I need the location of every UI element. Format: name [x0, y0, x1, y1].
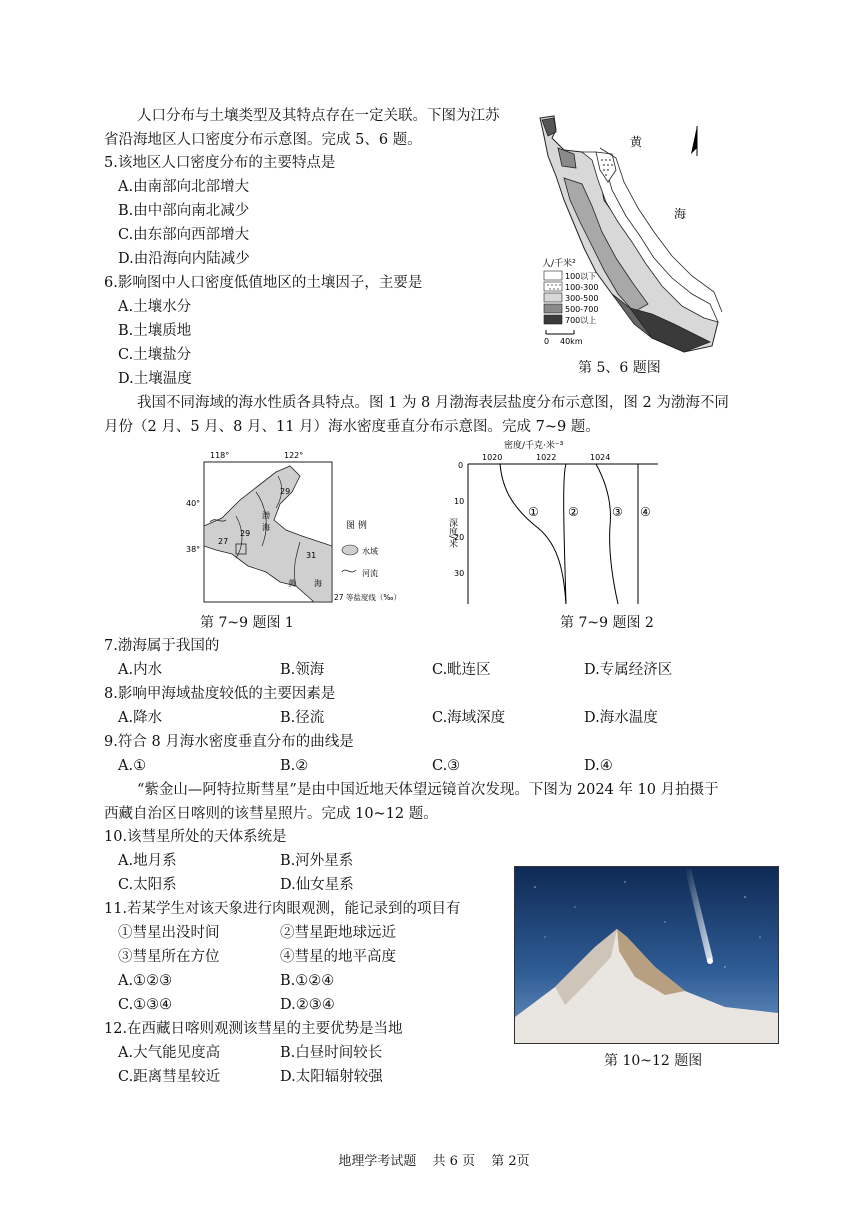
page-footer: [0, 1150, 868, 1169]
sea-label-huang: 黄: [630, 135, 643, 149]
lat-label-38: 38°: [186, 545, 201, 554]
q6-stem: 6.影响图中人口密度低值地区的土壤因子，主要是: [104, 275, 423, 291]
legend-item-4: 500-700: [565, 305, 599, 314]
q8-stem: 8.影响甲海域盐度较低的主要因素是: [104, 686, 336, 702]
q9-option-b: B.②: [280, 758, 309, 774]
curve-label-1: ①: [528, 505, 539, 519]
comet-photo: [514, 866, 779, 1044]
q12-option-d: D.太阳辐射较强: [280, 1069, 383, 1085]
footer-page-number: 第 2页: [491, 1154, 530, 1169]
legend-item-1: 100以下: [565, 272, 597, 281]
q8-option-b: B.径流: [280, 710, 325, 726]
y-tick-20: 20: [454, 533, 465, 542]
x-tick-1020: 1020: [482, 453, 503, 462]
q8-option-c: C.海域深度: [432, 710, 506, 726]
isohaline-label-29a: 29: [280, 487, 291, 496]
q9-stem: 9.符合 8 月海水密度垂直分布的曲线是: [104, 734, 354, 750]
q5-option-c: C.由东部向西部增大: [118, 227, 250, 243]
footer-subject: 地理学考试题: [338, 1154, 417, 1169]
place-huang: 黄: [288, 579, 296, 588]
q11-item-1: ①彗星出没时间: [118, 925, 220, 941]
q11-item-4: ④彗星的地平高度: [280, 949, 396, 965]
q12-option-a: A.大气能见度高: [118, 1045, 221, 1061]
curve-label-3: ③: [612, 505, 623, 519]
intro-10-12-line2: 西藏自治区日喀则的该彗星照片。完成 10~12 题。: [104, 806, 438, 822]
map-legend-title: 图 例: [346, 521, 367, 531]
intro-5-6-line2: 省沿海地区人口密度分布示意图。完成 5、6 题。: [104, 132, 422, 148]
q9-option-c: C.③: [432, 758, 461, 774]
legend-river: 河流: [362, 569, 378, 578]
q5-option-d: D.由沿海向内陆减少: [118, 251, 250, 267]
q9-option-d: D.④: [584, 758, 613, 774]
y-axis-title: 深度/米: [447, 518, 457, 549]
y-tick-10: 10: [454, 497, 465, 506]
fig-7-9-2-caption: 第 7~9 题图 2: [560, 615, 654, 631]
isohaline-label-31: 31: [306, 551, 317, 560]
legend-isohaline: 27 等盐度线（‰）: [334, 593, 401, 602]
q6-option-a: A.土壤水分: [118, 299, 192, 315]
q8-option-d: D.海水温度: [584, 710, 658, 726]
place-hai: 海: [262, 523, 270, 532]
lon-label-122: 122°: [284, 451, 304, 460]
q11-option-b: B.①②④: [280, 973, 335, 989]
fig-10-12-caption: 第 10~12 题图: [604, 1053, 703, 1069]
curve-label-2: ②: [568, 505, 579, 519]
q5-stem: 5.该地区人口密度分布的主要特点是: [104, 155, 336, 171]
isohaline-label-29b: 29: [240, 529, 251, 538]
q10-option-a: A.地月系: [118, 853, 177, 869]
scale-zero: 0: [544, 337, 550, 346]
q7-option-a: A.内水: [118, 662, 163, 678]
y-tick-0: 0: [458, 461, 464, 470]
q11-option-a: A.①②③: [118, 973, 173, 989]
sea-label-hai: 海: [674, 207, 687, 221]
curve-1: [500, 464, 566, 604]
q6-option-d: D.土壤温度: [118, 371, 192, 387]
curve-3: [596, 464, 618, 604]
legend-water: 水域: [362, 547, 378, 556]
q8-option-a: A.降水: [118, 710, 163, 726]
x-axis-title: 密度/千克·米⁻³: [504, 441, 564, 451]
intro-7-9-line1: 我国不同海域的海水性质各具特点。图 1 为 8 月渤海表层盐度分布示意图，图 2 为渤海不同: [137, 395, 729, 411]
q11-item-2: ②彗星距地球远近: [280, 925, 396, 941]
population-density-map: [534, 108, 734, 358]
q6-option-b: B.土壤质地: [118, 323, 192, 339]
legend-item-3: 300-500: [565, 294, 599, 303]
q7-option-d: D.专属经济区: [584, 662, 673, 678]
bohai-salinity-map: [186, 446, 426, 608]
q10-stem: 10.该彗星所处的天体系统是: [104, 829, 287, 845]
legend-item-5: 700以上: [565, 316, 597, 325]
q11-option-d: D.②③④: [280, 997, 335, 1013]
footer-total-pages: 共 6 页: [432, 1154, 476, 1169]
intro-7-9-line2: 月份（2 月、5 月、8 月、11 月）海水密度垂直分布示意图。完成 7~9 题。: [104, 419, 600, 435]
q7-stem: 7.渤海属于我国的: [104, 638, 220, 654]
lon-label-118: 118°: [210, 451, 230, 460]
q11-stem: 11.若某学生对该天象进行肉眼观测，能记录到的项目有: [104, 901, 461, 917]
fig-7-9-1-caption: 第 7~9 题图 1: [200, 615, 294, 631]
place-bo: 渤: [262, 511, 270, 520]
lat-label-40: 40°: [186, 499, 201, 508]
fig-5-6-caption: 第 5、6 题图: [578, 360, 661, 376]
intro-5-6-line1: 人口分布与土壤类型及其特点存在一定关联。下图为江苏: [137, 108, 500, 124]
q11-item-3: ③彗星所在方位: [118, 949, 220, 965]
q10-option-b: B.河外星系: [280, 853, 354, 869]
q5-option-b: B.由中部向南北减少: [118, 203, 250, 219]
place-hai-2: 海: [314, 579, 322, 588]
isohaline-label-27: 27: [218, 537, 229, 546]
q12-stem: 12.在西藏日喀则观测该彗星的主要优势是当地: [104, 1021, 403, 1037]
q12-option-c: C.距离彗星较近: [118, 1069, 221, 1085]
q10-option-c: C.太阳系: [118, 877, 177, 893]
q7-option-b: B.领海: [280, 662, 325, 678]
q6-option-c: C.土壤盐分: [118, 347, 192, 363]
q9-option-a: A.①: [118, 758, 147, 774]
q12-option-b: B.白昼时间较长: [280, 1045, 383, 1061]
q11-option-c: C.①③④: [118, 997, 173, 1013]
curve-label-4: ④: [640, 505, 651, 519]
legend-title: 人/千米²: [542, 259, 576, 269]
x-tick-1022: 1022: [536, 453, 557, 462]
intro-10-12-line1: “紫金山—阿特拉斯彗星”是由中国近地天体望远镜首次发现。下图为 2024 年 10 月拍摄于: [137, 782, 719, 798]
density-depth-chart: [448, 436, 668, 608]
x-tick-1024: 1024: [590, 453, 611, 462]
y-tick-30: 30: [454, 569, 465, 578]
scale-label: 40km: [560, 337, 583, 346]
north-arrow-icon: [691, 126, 697, 156]
legend-item-2: 100-300: [565, 283, 599, 292]
q10-option-d: D.仙女星系: [280, 877, 354, 893]
q7-option-c: C.毗连区: [432, 662, 491, 678]
q5-option-a: A.由南部向北部增大: [118, 179, 250, 195]
